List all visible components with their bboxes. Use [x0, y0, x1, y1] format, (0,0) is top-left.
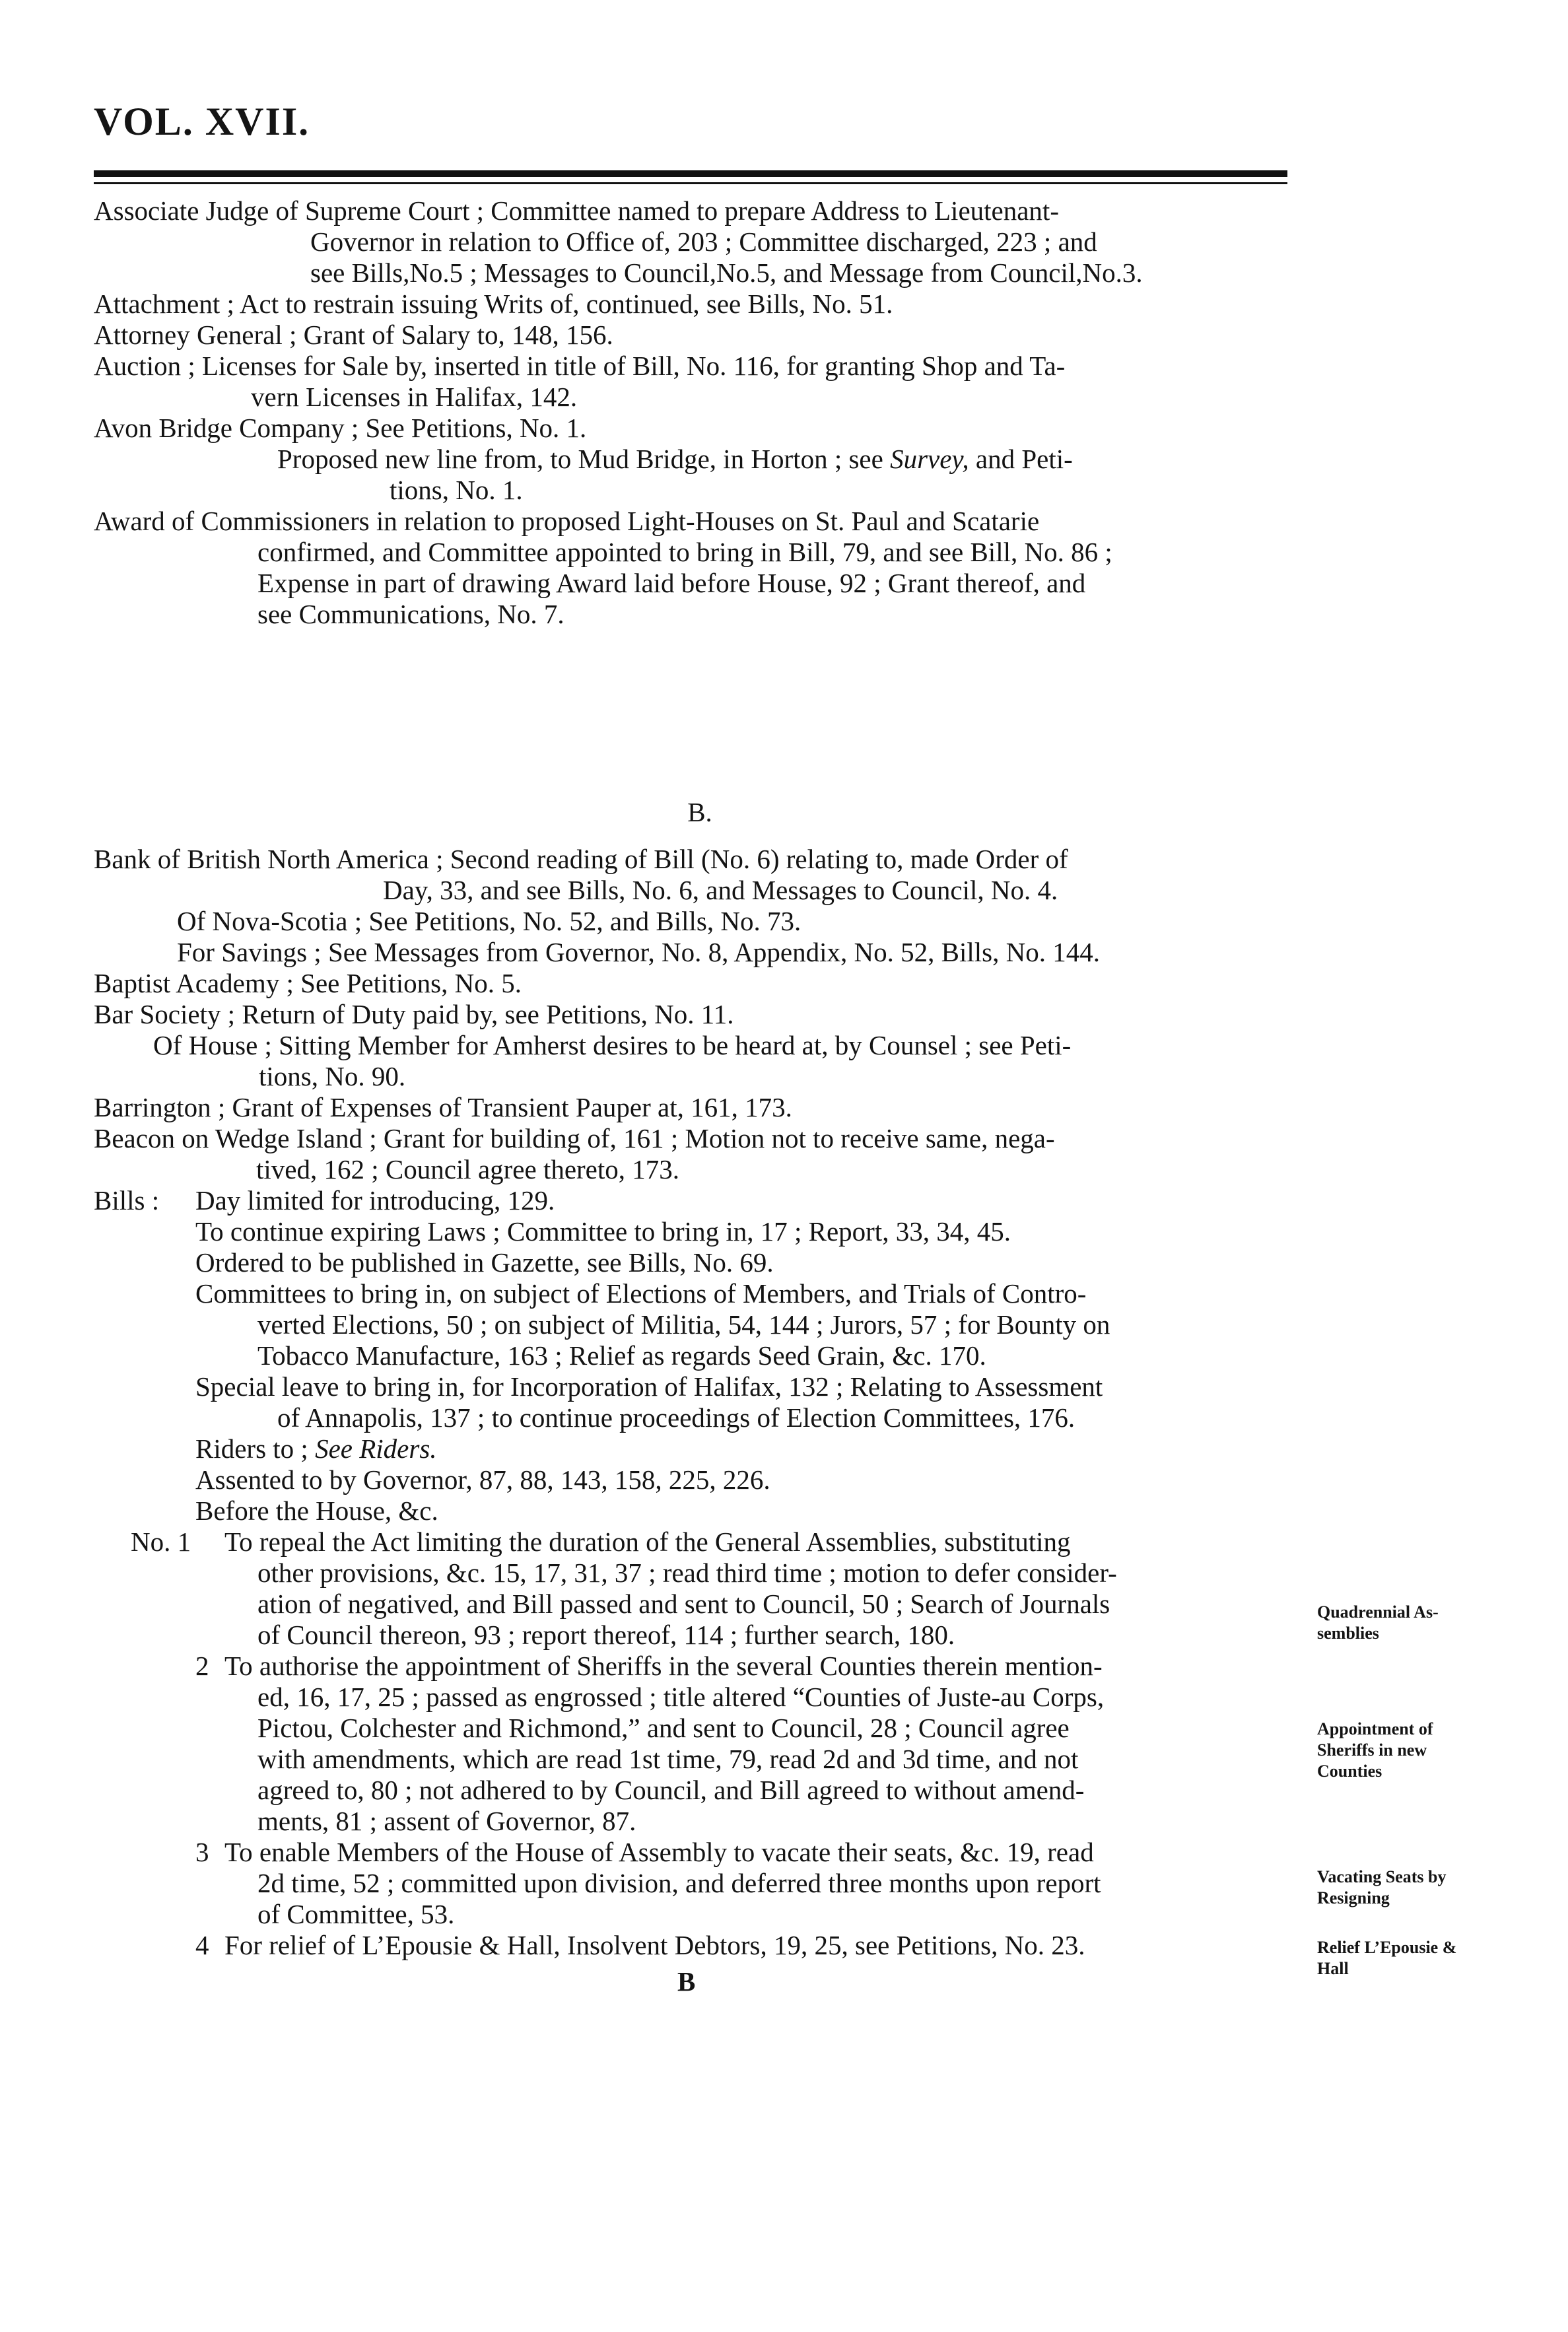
signature-mark: B	[677, 1966, 696, 1997]
entry-italic: Survey,	[890, 444, 969, 474]
index-line: other provisions, &c. 15, 17, 31, 37 ; read third time ; motion to defer consider-	[257, 1558, 1117, 1588]
index-line: Attorney General ; Grant of Salary to, 148, 156.	[94, 320, 613, 350]
index-line: To repeal the Act limiting the duration of the General Assemblies, substituting	[224, 1526, 1071, 1557]
index-line: Special leave to bring in, for Incorporation of Halifax, 132 ; Relating to Assessment	[195, 1371, 1103, 1402]
index-line: confirmed, and Committee appointed to bring in Bill, 79, and see Bill, No. 86 ;	[257, 537, 1112, 567]
margin-note: Hall	[1317, 1959, 1349, 1978]
entry-italic: See Riders.	[315, 1433, 437, 1464]
margin-note: Sheriffs in new	[1317, 1740, 1427, 1760]
header-rule-thin	[94, 182, 1287, 184]
index-line	[277, 444, 1073, 474]
margin-note: Vacating Seats by	[1317, 1867, 1447, 1886]
margin-note: Appointment of	[1317, 1719, 1433, 1738]
index-line: vern Licenses in Halifax, 142.	[251, 382, 578, 412]
index-line: Day, 33, and see Bills, No. 6, and Messages to Council, No. 4.	[383, 875, 1058, 905]
entry-text: Riders to ;	[195, 1433, 308, 1464]
margin-note: Resigning	[1317, 1888, 1390, 1907]
volume-header: VOL. XVII.	[94, 100, 310, 143]
index-line: with amendments, which are read 1st time, 79, read 2d and 3d time, and not	[257, 1744, 1079, 1774]
index-line: Pictou, Colchester and Richmond,” and sent to Council, 28 ; Council agree	[257, 1713, 1070, 1743]
index-line: 2d time, 52 ; committed upon division, and deferred three months upon report	[257, 1868, 1101, 1898]
index-line: of Annapolis, 137 ; to continue proceedings of Election Committees, 176.	[277, 1402, 1075, 1433]
index-line: Assented to by Governor, 87, 88, 143, 158, 225, 226.	[195, 1464, 770, 1495]
index-line: Day limited for introducing, 129.	[195, 1185, 555, 1216]
index-line: tions, No. 90.	[259, 1061, 406, 1091]
index-line: ments, 81 ; assent of Governor, 87.	[257, 1806, 636, 1836]
section-heading: B.	[687, 797, 712, 827]
index-line: Tobacco Manufacture, 163 ; Relief as regards Seed Grain, &c. 170.	[257, 1340, 986, 1371]
index-line: Bank of British North America ; Second reading of Bill (No. 6) relating to, made Order of	[94, 844, 1068, 874]
index-line: To continue expiring Laws ; Committee to bring in, 17 ; Report, 33, 34, 45.	[195, 1216, 1011, 1247]
index-line: see Bills,No.5 ; Messages to Council,No.5, and Message from Council,No.3.	[310, 257, 1143, 288]
index-line: Bar Society ; Return of Duty paid by, see Petitions, No. 11.	[94, 999, 734, 1029]
entry-text: and Peti-	[975, 444, 1073, 474]
index-line: verted Elections, 50 ; on subject of Militia, 54, 144 ; Jurors, 57 ; for Bounty on	[257, 1309, 1110, 1340]
index-line: Barrington ; Grant of Expenses of Transient Pauper at, 161, 173.	[94, 1092, 792, 1122]
index-line: To enable Members of the House of Assembly to vacate their seats, &c. 19, read	[224, 1837, 1094, 1867]
bill-number: 4	[195, 1930, 209, 1960]
index-line	[195, 1433, 437, 1464]
index-line: Auction ; Licenses for Sale by, inserted in title of Bill, No. 116, for granting Shop and Ta-	[94, 351, 1066, 381]
entry-text: Proposed new line from, to Mud Bridge, in Horton ; see	[277, 444, 883, 474]
index-line: Attachment ; Act to restrain issuing Writs of, continued, see Bills, No. 51.	[94, 289, 893, 319]
index-line: Expense in part of drawing Award laid before House, 92 ; Grant thereof, and	[257, 568, 1086, 598]
index-line: Of Nova-Scotia ; See Petitions, No. 52, and Bills, No. 73.	[177, 906, 801, 936]
bill-number: 3	[195, 1837, 209, 1867]
index-line: Avon Bridge Company ; See Petitions, No. 1.	[94, 413, 587, 443]
bill-number: No. 1	[131, 1526, 191, 1557]
index-line: Governor in relation to Office of, 203 ; Committee discharged, 223 ; and	[310, 226, 1097, 257]
bill-number: 2	[195, 1651, 209, 1681]
margin-note: Relief L’Epousie &	[1317, 1938, 1457, 1957]
margin-note: Quadrennial As-	[1317, 1602, 1439, 1622]
index-line: ed, 16, 17, 25 ; passed as engrossed ; title altered “Counties of Juste-au Corps,	[257, 1682, 1105, 1712]
index-line: Beacon on Wedge Island ; Grant for building of, 161 ; Motion not to receive same, nega-	[94, 1123, 1055, 1153]
index-line: tived, 162 ; Council agree thereto, 173.	[256, 1154, 680, 1184]
index-line: Ordered to be published in Gazette, see Bills, No. 69.	[195, 1247, 774, 1278]
index-line: ation of negatived, and Bill passed and sent to Council, 50 ; Search of Journals	[257, 1589, 1110, 1619]
index-line: agreed to, 80 ; not adhered to by Council, and Bill agreed to without amend-	[257, 1775, 1085, 1805]
index-line: Before the House, &c.	[195, 1495, 438, 1526]
margin-note: Counties	[1317, 1762, 1382, 1781]
margin-note: semblies	[1317, 1624, 1379, 1643]
index-line: tions, No. 1.	[390, 475, 523, 505]
index-line: Of House ; Sitting Member for Amherst desires to be heard at, by Counsel ; see Peti-	[153, 1030, 1072, 1060]
index-line: For Savings ; See Messages from Governor, No. 8, Appendix, No. 52, Bills, No. 144.	[177, 937, 1100, 967]
index-line: Associate Judge of Supreme Court ; Committee named to prepare Address to Lieutenant-	[94, 195, 1059, 226]
index-line: of Committee, 53.	[257, 1899, 455, 1929]
index-line: Award of Commissioners in relation to proposed Light-Houses on St. Paul and Scatarie	[94, 506, 1040, 536]
index-line: of Council thereon, 93 ; report thereof, 114 ; further search, 180.	[257, 1620, 955, 1650]
index-line: For relief of L’Epousie & Hall, Insolvent Debtors, 19, 25, see Petitions, No. 23.	[224, 1930, 1085, 1960]
index-line: see Communications, No. 7.	[257, 599, 564, 629]
index-line: Committees to bring in, on subject of Elections of Members, and Trials of Contro-	[195, 1278, 1087, 1309]
bills-label: Bills :	[94, 1185, 160, 1216]
header-rule-thick	[94, 170, 1287, 177]
index-line: Baptist Academy ; See Petitions, No. 5.	[94, 968, 522, 998]
index-line: To authorise the appointment of Sheriffs in the several Counties therein mention-	[224, 1651, 1103, 1681]
